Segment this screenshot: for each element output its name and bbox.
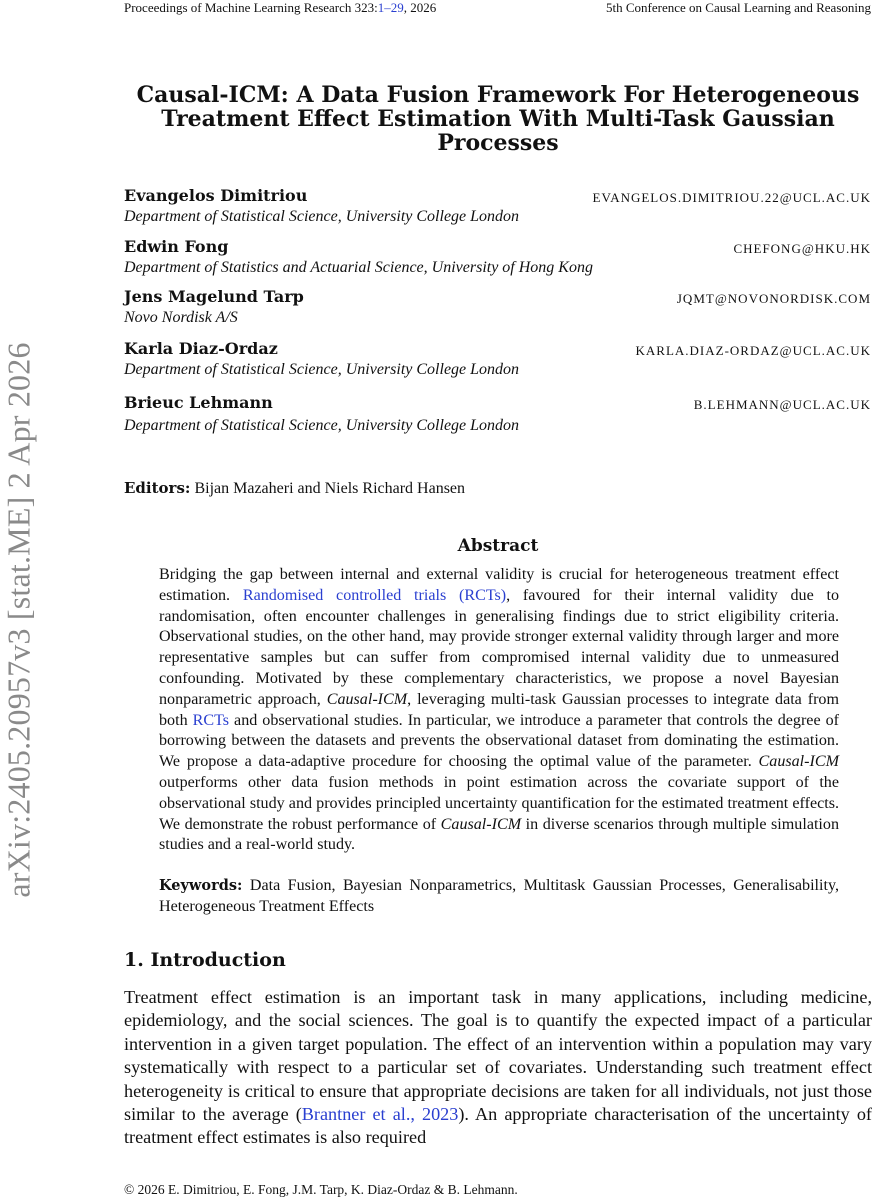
author-affiliation: Department of Statistics and Actuarial Science, University of Hong Kong	[124, 259, 593, 276]
introduction-heading: 1. Introduction	[124, 949, 286, 971]
intro-text: Treatment effect estimation is an important task in many applications, including medicine, epidemiology, and the social sciences. The goal is to quantify the expected impact of a particular intervention in a given target population. The effect of an intervention within a population may vary systematically with respect to a particular set of covariates. Understanding such treatment effect heterogeneity is critical to ensure that appropriate decisions are taken for all individuals, not just those similar to the average (	[124, 987, 872, 1125]
author-name: Karla Diaz-Ordaz	[124, 339, 278, 358]
abstract-body	[159, 565, 839, 856]
abstract-text: and observational studies. In particular, we introduce a parameter that controls the degree of borrowing between the datasets and prevents the observational dataset from dominating the estimation. We propose a data-adaptive procedure for choosing the optimal value of the parameter.	[159, 711, 839, 771]
author-email[interactable]: CHEFONG@HKU.HK	[733, 241, 871, 256]
abstract-text: in diverse scenarios through multiple simulation studies and a real-world study.	[159, 815, 839, 854]
keywords-list: Data Fusion, Bayesian Nonparametrics, Multitask Gaussian Processes, Generalisability, Heterogeneous Treatment Effects	[159, 877, 840, 915]
paper-title: Causal-ICM: A Data Fusion Framework For Heterogeneous Treatment Effect Estimation With Multi-Task Gaussian Processes	[136, 82, 860, 156]
arxiv-identifier: arXiv:2405.20957v3 [stat.ME] 2 Apr 2026	[0, 342, 37, 898]
keywords	[159, 876, 839, 918]
abstract-text: Bridging the gap between internal and external validity is crucial for heterogeneous treatment effect estimation.	[159, 566, 839, 604]
method-name: Causal-ICM	[440, 815, 522, 833]
author-email[interactable]: EVANGELOS.DIMITRIOU.22@UCL.AC.UK	[592, 190, 871, 205]
copyright-footer: © 2026 E. Dimitriou, E. Fong, J.M. Tarp, K. Diaz-Ordaz & B. Lehmann.	[124, 1182, 518, 1197]
rcts-acronym-link[interactable]: Randomised controlled trials (RCTs)	[242, 586, 507, 604]
introduction-body	[124, 986, 872, 1150]
editors-line	[124, 479, 465, 498]
running-header-right: 5th Conference on Causal Learning and Reasoning	[606, 0, 871, 15]
abstract-heading: Abstract	[457, 536, 539, 556]
keywords-label: Keywords:	[159, 877, 243, 894]
abstract-text: outperforms other data fusion methods in point estimation across the covariate support of the observational study and provides principled uncertainty quantification for the estimated treatment effects. We demonstrate the robust performance of	[159, 773, 839, 833]
author-name: Evangelos Dimitriou	[124, 186, 308, 205]
header-proceedings: Proceedings of Machine Learning Research 323:	[124, 0, 378, 15]
editors-names: Bijan Mazaheri and Niels Richard Hansen	[194, 480, 466, 497]
citation-link[interactable]: Brantner et al., 2023	[301, 1104, 459, 1125]
author-affiliation: Novo Nordisk A/S	[124, 309, 238, 326]
author-email[interactable]: JQMT@NOVONORDISK.COM	[676, 291, 871, 306]
author-affiliation: Department of Statistical Science, University College London	[124, 417, 520, 434]
arxiv-sidebar	[0, 0, 38, 1200]
author-email[interactable]: KARLA.DIAZ-ORDAZ@UCL.AC.UK	[635, 343, 871, 358]
author-name: Brieuc Lehmann	[124, 393, 273, 412]
author-name: Edwin Fong	[124, 237, 229, 256]
abstract-text: , favoured for their internal validity due to randomisation, often encounter challenges in generalising findings due to strict eligibility criteria. Observational studies, on the other hand, may provide stronger external validity through larger and more representative samples but can suffer from compromised internal validity due to unmeasured confounding. Motivated by these complementary characteristics, we propose a novel Bayesian nonparametric approach,	[159, 586, 840, 708]
intro-text: ). An appropriate characterisation of the uncertainty of treatment effect estimates is also required	[124, 1104, 872, 1148]
method-name: Causal-ICM	[758, 753, 839, 771]
author-email[interactable]: B.LEHMANN@UCL.AC.UK	[693, 397, 871, 412]
author-name: Jens Magelund Tarp	[124, 287, 304, 306]
abstract-text: , leveraging multi-task Gaussian processes to integrate data from both	[159, 690, 839, 729]
header-year: , 2026	[403, 0, 437, 15]
running-header-left	[124, 0, 436, 16]
method-name: Causal-ICM	[326, 690, 408, 708]
author-affiliation: Department of Statistical Science, University College London	[124, 208, 520, 225]
rcts-link[interactable]: RCTs	[192, 711, 230, 729]
header-page-range-link[interactable]: 1–29	[377, 0, 404, 15]
editors-label: Editors:	[124, 479, 191, 497]
author-affiliation: Department of Statistical Science, University College London	[124, 361, 520, 378]
